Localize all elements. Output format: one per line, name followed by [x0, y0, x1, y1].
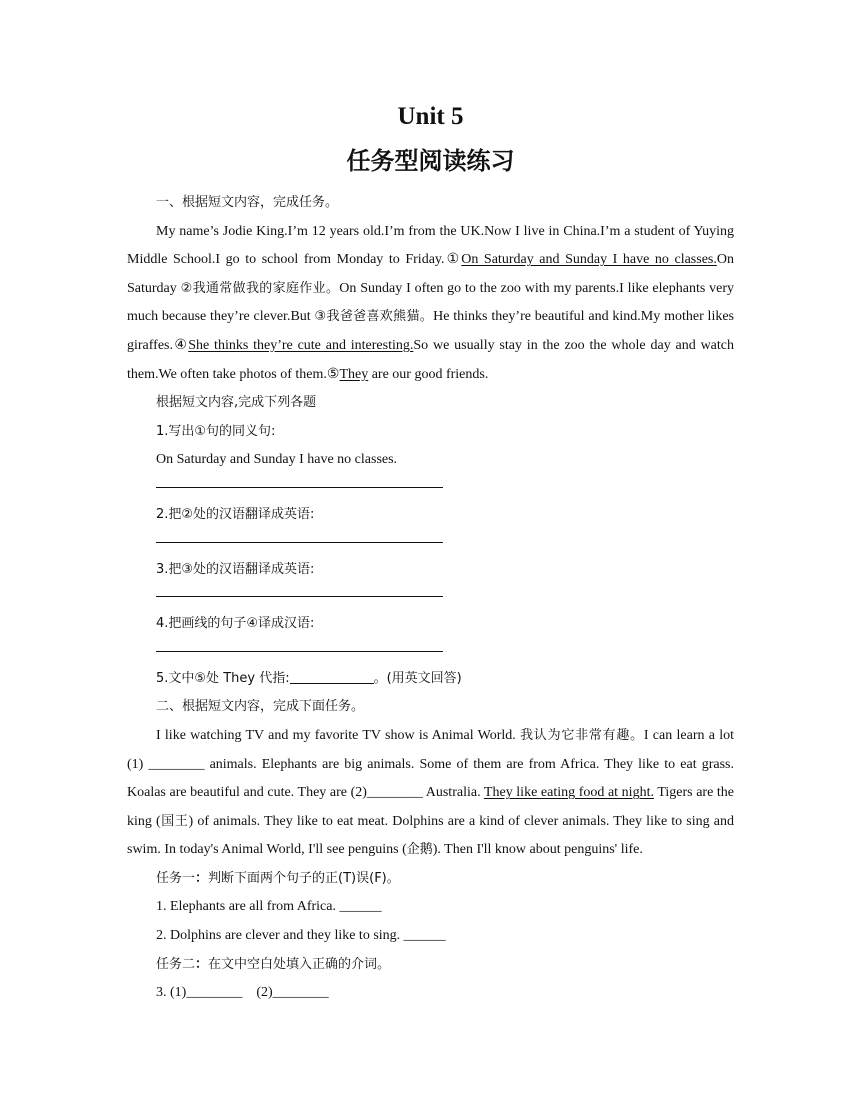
passage2-chinese-4: 企鹅 — [406, 842, 433, 858]
passage2-chinese-3: 国王 — [160, 813, 189, 829]
answer-line-1[interactable] — [127, 475, 734, 501]
task-1-item-2: 2. Dolphins are clever and they like to sing. ______ — [156, 928, 446, 944]
question-5-prefix: 5.文中⑤处 They 代指: — [156, 670, 290, 686]
passage2-text-2: I can learn a lot (1) ________ animals. Elephants are big animals. Some of them are from Africa. They like to eat grass. Koalas are beautiful and cute. They are (2)________ Australia. — [127, 727, 734, 801]
task-1-colon: ： — [195, 870, 209, 886]
answer-line-2[interactable] — [127, 530, 734, 556]
task-1-label: 任务一 — [156, 870, 196, 886]
task-1-text: 判断下面两个句子的正(T)误(F)。 — [208, 870, 400, 886]
passage1-underlined-4: She thinks they’re cute and interesting. — [188, 337, 414, 353]
passage1-text-6: are our good friends. — [368, 366, 489, 382]
passage2-underlined-2: They like eating food at night. — [483, 785, 654, 801]
answer-line-4[interactable] — [127, 639, 734, 665]
section1-heading: 一、根据短文内容，完成任务。 — [156, 195, 339, 210]
question-3: 3.把③处的汉语翻译成英语: — [156, 561, 315, 577]
question-1-given: On Saturday and Sunday I have no classes. — [156, 452, 398, 468]
section2-passage — [127, 722, 734, 865]
question-1: 1.写出①句的同义句: — [156, 423, 276, 439]
passage1-text-1: My name’s Jodie King.I’m 12 years old.I’m from the UK.Now I live in China.I’m a student of Yuying Middle School.I go to school from Monday to Friday.① — [127, 223, 734, 268]
task-2-item-3: 3. (1)________ (2)________ — [156, 985, 329, 1001]
section1-passage — [127, 218, 734, 390]
task-2-colon: ： — [195, 956, 209, 972]
task-2-text: 在文中空白处填入正确的介词。 — [208, 956, 391, 972]
passage2-text-1: I like watching TV and my favorite TV show is Animal World. — [156, 727, 521, 743]
task-1-heading — [127, 865, 734, 894]
passage1-text-4: He thinks they’re beautiful and kind.My mother likes giraffes.④ — [127, 309, 734, 353]
task-2-label: 任务二 — [156, 956, 196, 972]
passage1-text-2: On Saturday — [127, 252, 734, 296]
task-2-heading — [127, 951, 734, 980]
page-subtitle: 任务型阅读练习 — [346, 147, 515, 175]
question-4: 4.把画线的句子④译成汉语: — [156, 616, 315, 632]
passage1-text-3: On Sunday I often go to the zoo with my parents.I like elephants very much because they’re clever.But — [127, 280, 735, 325]
question-2: 2.把②处的汉语翻译成英语: — [156, 506, 315, 522]
question-5-blank[interactable] — [290, 669, 374, 684]
section1-instruction: 根据短文内容,完成下列各题 — [156, 395, 317, 411]
passage1-underlined-5: They — [339, 366, 369, 382]
answer-line-3[interactable] — [127, 584, 734, 610]
passage2-text-5: ). Then I'll know about penguins' life. — [432, 842, 643, 858]
task-1-item-1: 1. Elephants are all from Africa. ______ — [156, 899, 382, 915]
passage1-underlined-1: On Saturday and Sunday I have no classes. — [461, 252, 717, 268]
passage2-text-3: Tigers are the king ( — [127, 785, 734, 829]
passage2-chinese-1: 我认为它非常有趣。 — [520, 727, 644, 743]
passage1-chinese-2: ②我通常做我的家庭作业。 — [180, 280, 340, 296]
question-5-suffix: 。(用英文回答) — [373, 670, 462, 686]
passage1-text-5: So we usually stay in the zoo the whole day and watch them.We often take photos of them.⑤ — [127, 337, 734, 382]
passage2-text-4: ) of animals. They like to eat meat. Dolphins are a kind of clever animals. They like to sing and swim. In today's Animal World, I'll see penguins ( — [127, 813, 734, 858]
section2-heading: 二、根据短文内容，完成下面任务。 — [156, 699, 365, 715]
passage1-chinese-3: ③我爸爸喜欢熊猫。 — [314, 309, 434, 325]
question-5 — [127, 665, 734, 694]
page-title: Unit 5 — [397, 103, 464, 130]
document-body — [127, 189, 734, 1008]
